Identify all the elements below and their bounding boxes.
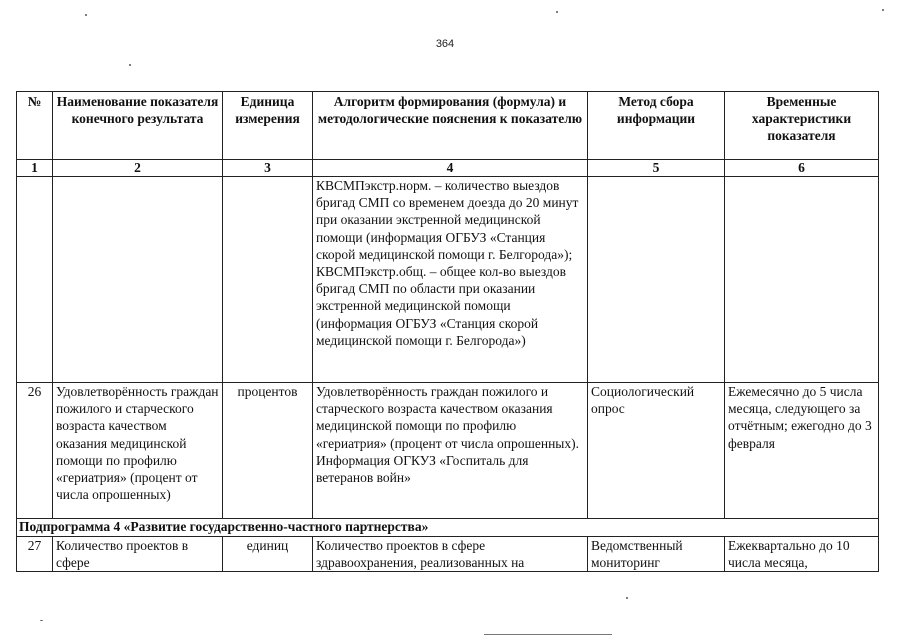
header-number: №	[17, 92, 53, 160]
column-number: 5	[588, 160, 725, 177]
timing	[725, 177, 879, 383]
page-number: 364	[435, 38, 455, 50]
row-number: 27	[17, 537, 53, 572]
scan-speck	[85, 14, 87, 16]
section-title: Подпрограмма 4 «Развитие государственно-частного партнерства»	[17, 519, 879, 537]
header-row	[17, 92, 879, 160]
header-unit: Единица измерения	[223, 92, 313, 160]
bottom-rule	[484, 634, 612, 635]
column-number: 4	[313, 160, 588, 177]
table-row	[17, 383, 879, 519]
unit: единиц	[223, 537, 313, 572]
column-number: 6	[725, 160, 879, 177]
scan-speck	[626, 597, 628, 599]
column-number-row	[17, 160, 879, 177]
algorithm: КВСМПэкстр.норм. – количество выездов бригад СМП со временем доезда до 20 минут при оказании экстренной медицинской помощи (информация ОГБУЗ «Станция скорой медицинской помощи г. Белгорода»); КВСМПэкстр.общ. – общее кол-во выездов бригад СМП по области при оказании экстренной медицинской помощи (информация ОГБУЗ «Станция скорой медицинской помощи г. Белгорода»)	[313, 177, 588, 383]
indicator-name	[53, 177, 223, 383]
indicator-name: Удовлетворённость граждан пожилого и старческого возраста качеством оказания медицинской помощи по профилю «гериатрия» (процент от числа опрошенных)	[53, 383, 223, 519]
indicator-name: Количество проектов в сфере	[53, 537, 223, 572]
timing: Ежеквартально до 10 числа месяца,	[725, 537, 879, 572]
timing: Ежемесячно до 5 числа месяца, следующего за отчётным; ежегодно до 3 февраля	[725, 383, 879, 519]
indicators-table	[16, 91, 879, 572]
scan-speck	[556, 11, 558, 13]
header-method: Метод сбора информации	[588, 92, 725, 160]
scan-speck	[129, 64, 131, 66]
scan-speck	[40, 620, 43, 621]
header-timing: Временные характеристики показателя	[725, 92, 879, 160]
table-row	[17, 177, 879, 383]
algorithm: Количество проектов в сфере здравоохранения, реализованных на	[313, 537, 588, 572]
method	[588, 177, 725, 383]
row-number: 26	[17, 383, 53, 519]
method: Социологический опрос	[588, 383, 725, 519]
row-number	[17, 177, 53, 383]
column-number: 1	[17, 160, 53, 177]
column-number: 3	[223, 160, 313, 177]
section-row	[17, 519, 879, 537]
table-row	[17, 537, 879, 572]
header-algorithm: Алгоритм формирования (формула) и методологические пояснения к показателю	[313, 92, 588, 160]
method: Ведомственный мониторинг	[588, 537, 725, 572]
unit	[223, 177, 313, 383]
algorithm: Удовлетворённость граждан пожилого и старческого возраста качеством оказания медицинской помощи по профилю «гериатрия» (процент от числа опрошенных). Информация ОГКУЗ «Госпиталь для ветеранов войн»	[313, 383, 588, 519]
scan-speck	[882, 9, 884, 11]
column-number: 2	[53, 160, 223, 177]
unit: процентов	[223, 383, 313, 519]
header-indicator-name: Наименование показателя конечного результата	[53, 92, 223, 160]
